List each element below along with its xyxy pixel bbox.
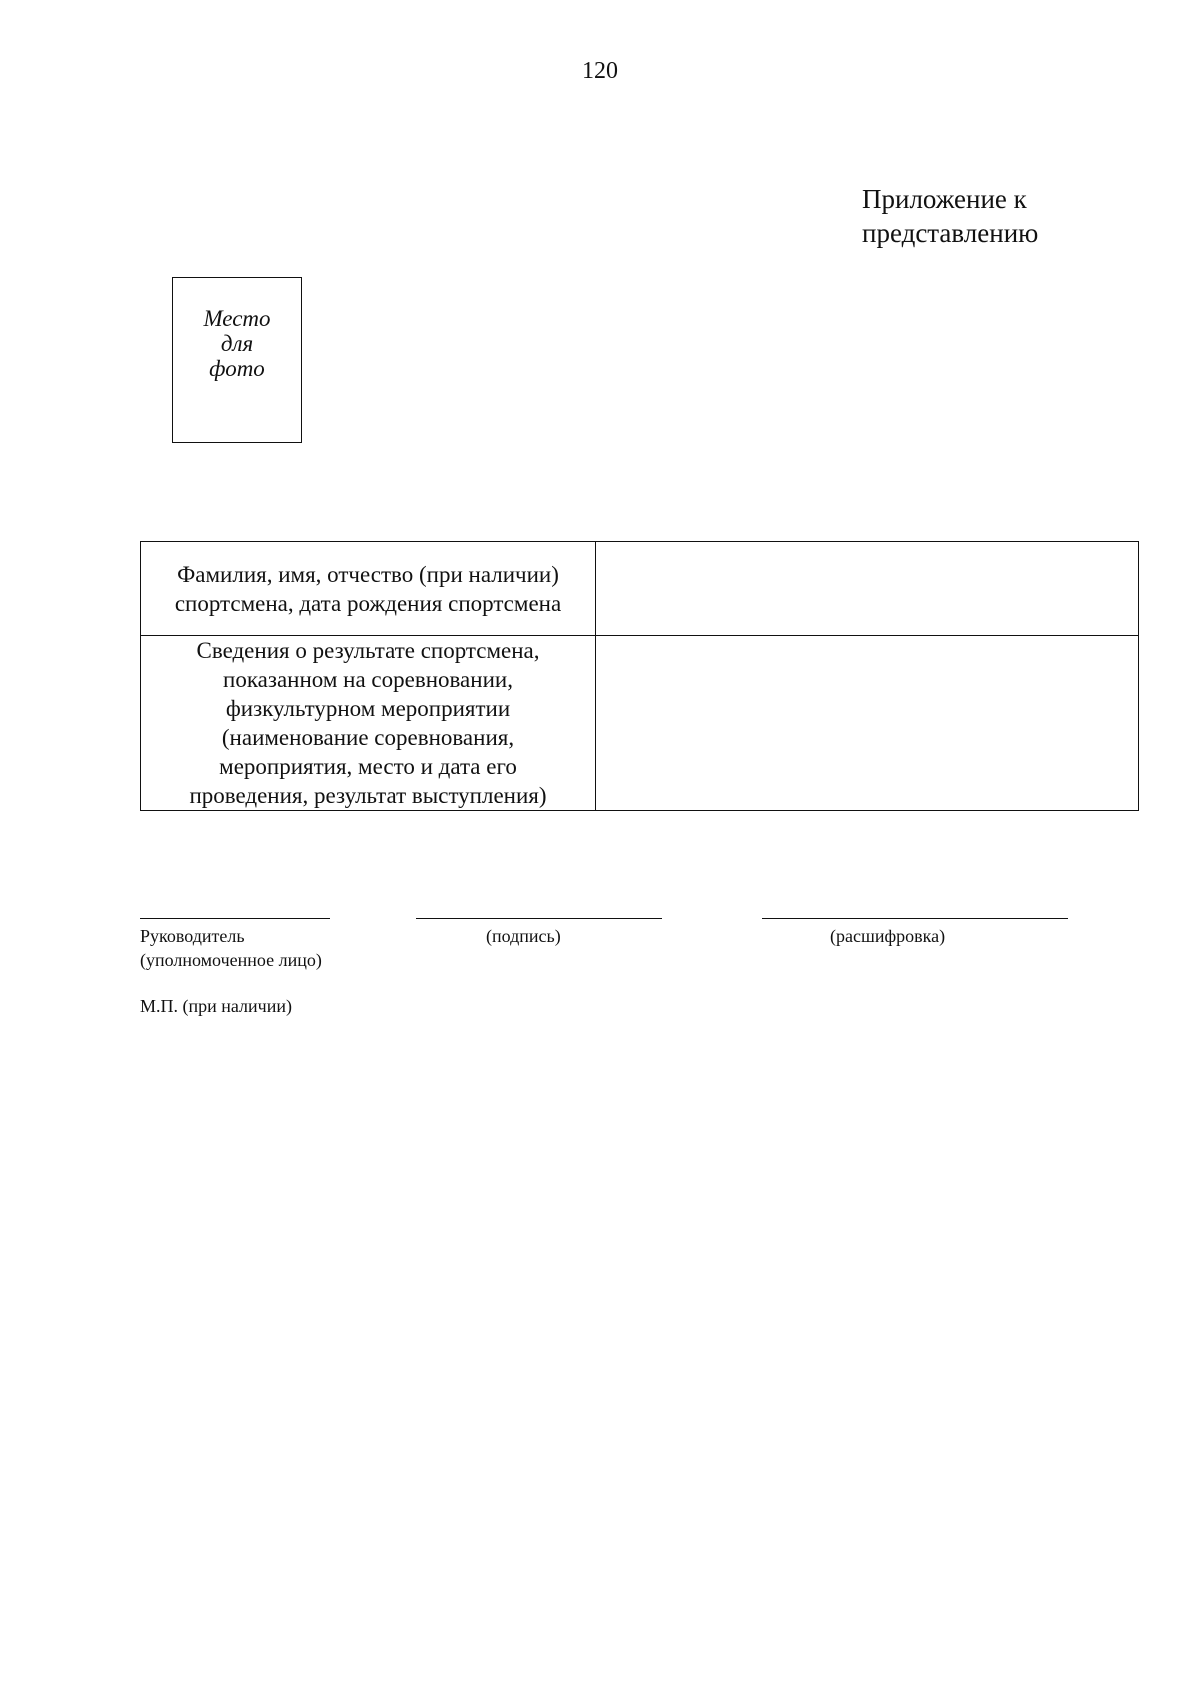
head-signature-line — [140, 918, 330, 919]
athlete-name-label-line-1: Фамилия, имя, отчество (при наличии) — [177, 561, 559, 587]
result-info-label-line-4: (наименование соревнования, — [221, 725, 515, 750]
table-row-athlete-name — [141, 542, 1139, 636]
athlete-name-label-line-2: спортсмена, дата рождения спортсмена — [174, 590, 562, 616]
signature-line — [416, 918, 662, 919]
decoding-label: (расшифровка) — [830, 926, 946, 946]
result-info-label-line-1: Сведения о результате спортсмена, — [196, 638, 540, 663]
photo-placeholder-line-1: Место — [203, 306, 271, 331]
result-info-value — [596, 636, 1139, 811]
appendix-title-line-2: представлению — [862, 218, 1039, 248]
result-info-label-line-5: мероприятия, место и дата его — [219, 754, 517, 779]
head-label-line-2: (уполномоченное лицо) — [140, 950, 322, 970]
athlete-name-label — [141, 542, 596, 636]
page-number: 120 — [582, 58, 618, 84]
photo-placeholder-box — [172, 277, 302, 443]
signature-label: (подпись) — [486, 926, 561, 946]
result-info-label — [141, 636, 596, 811]
photo-placeholder-line-2: для — [220, 331, 254, 356]
seal-note: М.П. (при наличии) — [140, 996, 292, 1016]
decoding-line — [762, 918, 1068, 919]
athlete-info-table — [140, 541, 1139, 811]
athlete-name-value — [596, 542, 1139, 636]
photo-placeholder-line-3: фото — [209, 356, 265, 381]
result-info-label-line-2: показанном на соревновании, — [223, 667, 513, 692]
head-label — [140, 924, 322, 972]
appendix-title-line-1: Приложение к — [862, 184, 1027, 214]
result-info-label-line-6: проведения, результат выступления) — [189, 783, 547, 808]
head-label-line-1: Руководитель — [140, 926, 245, 946]
table-row-result-info — [141, 636, 1139, 811]
appendix-title — [862, 182, 1038, 250]
result-info-label-line-3: физкультурном мероприятии — [225, 696, 511, 721]
